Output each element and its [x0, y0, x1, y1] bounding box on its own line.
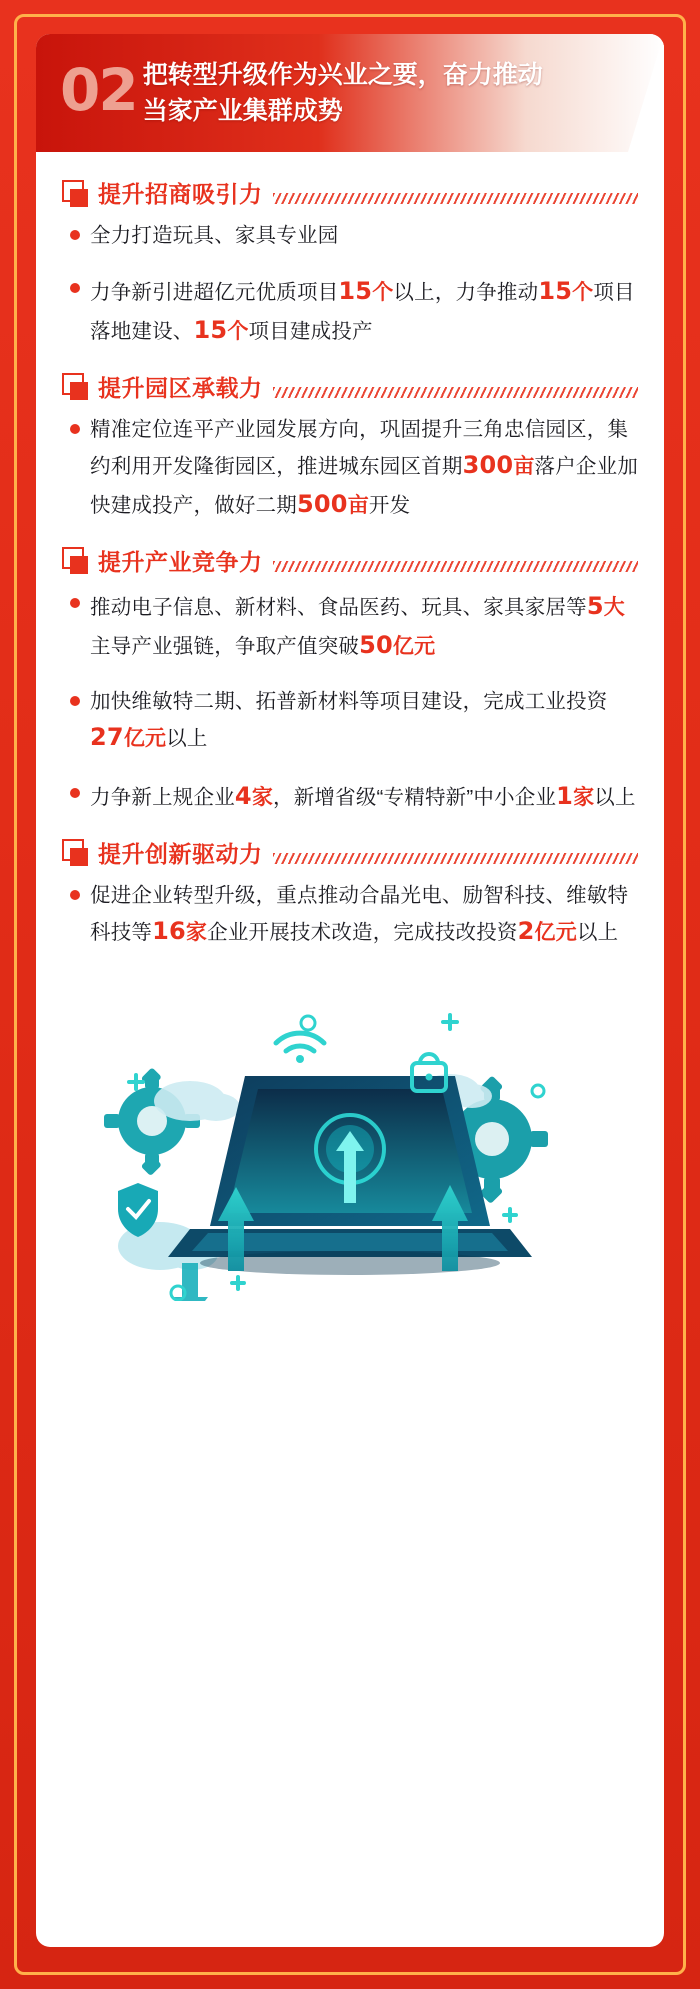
text-run: 促进企业转型升级，重点推动合晶光电、励智科技、维敏特科技等	[90, 883, 629, 944]
poster-header	[36, 34, 664, 152]
laptop-cloud-tech-illustration	[36, 971, 664, 1301]
dot-bullet-icon	[70, 230, 80, 240]
list-item	[70, 879, 638, 951]
list-item	[70, 777, 638, 816]
section-title: 提升招商吸引力	[98, 181, 263, 207]
list-item	[70, 272, 638, 350]
section-title: 提升产业竞争力	[98, 548, 263, 575]
text-run: 开发	[368, 494, 411, 518]
text-run: 企业开展技术改造，完成技改投资	[207, 920, 518, 944]
list-item-text	[90, 587, 638, 665]
text-run: 以上	[166, 726, 208, 750]
text-run: 落户企业加快建成投产，做好二期	[90, 455, 639, 518]
hatch-rule	[273, 387, 639, 398]
highlight-run: 27	[90, 722, 124, 751]
highlight-run: 5	[586, 591, 604, 620]
list-item	[70, 685, 638, 757]
text-run: ，新增省级“专精特新”中小企业	[273, 785, 557, 809]
text-run: 以上	[576, 920, 619, 944]
dot-bullet-icon	[70, 890, 80, 900]
section	[62, 370, 638, 524]
text-run: 以上，力争推动	[393, 281, 539, 305]
text-run: 推动电子信息、新材料、食品医药、玩具、家具家居等	[90, 595, 587, 619]
bullet-list	[62, 587, 638, 816]
bullet-list	[62, 879, 638, 951]
text-run: 主导产业强链，争取产值突破	[90, 634, 360, 658]
highlight-run: 家	[573, 785, 595, 809]
text-run: 项目落地建设、	[90, 281, 635, 344]
list-item-text	[90, 685, 638, 757]
section-number: 02	[60, 56, 137, 124]
list-item-text	[90, 219, 338, 252]
text-run: 加快维敏特二期、拓普新材料等项目建设，完成工业投资	[90, 689, 608, 713]
highlight-run: 1	[556, 781, 574, 810]
dot-bullet-icon	[70, 424, 80, 434]
section-title: 提升创新驱动力	[98, 840, 263, 867]
square-bullet-icon	[62, 180, 88, 206]
section	[62, 544, 638, 816]
highlight-run: 15	[193, 316, 228, 345]
highlight-run: 15	[338, 277, 373, 306]
list-item-text	[90, 413, 638, 524]
list-item-text	[90, 272, 638, 350]
list-item	[70, 413, 638, 524]
highlight-run: 家	[251, 785, 274, 809]
highlight-run: 16	[152, 916, 186, 945]
text-run: 力争新上规企业	[90, 785, 235, 809]
dot-bullet-icon	[70, 696, 80, 706]
square-bullet-icon	[62, 373, 88, 399]
section	[62, 176, 638, 350]
list-item-text	[90, 879, 638, 951]
highlight-run: 亿元	[123, 726, 167, 750]
content-body	[36, 152, 664, 951]
highlight-run: 个	[227, 320, 249, 344]
sections-container	[62, 176, 638, 951]
highlight-run: 大	[603, 595, 625, 619]
hatch-rule	[273, 193, 639, 204]
square-bullet-icon	[62, 547, 88, 573]
text-run: 项目建成投产	[248, 320, 373, 344]
section-heading	[62, 544, 638, 587]
arrow-down	[172, 1263, 208, 1301]
wifi-icon	[276, 1033, 324, 1063]
text-run: 以上	[594, 785, 636, 809]
text-run: 精准定位连平产业园发展方向，巩固提升三角忠信园区，集约利用开发隆街园区，推进城东园区首期	[90, 417, 629, 479]
highlight-run: 2	[517, 916, 535, 945]
section-title: 提升园区承载力	[98, 374, 263, 401]
bullet-list	[62, 219, 638, 350]
square-bullet-icon	[62, 839, 88, 865]
highlight-run: 家	[185, 920, 208, 944]
highlight-run: 亩	[347, 494, 369, 518]
highlight-run: 500	[297, 490, 348, 519]
hatch-rule	[273, 853, 639, 864]
highlight-run: 15	[538, 277, 573, 306]
list-item	[70, 587, 638, 665]
dot-bullet-icon	[70, 283, 80, 293]
section	[62, 836, 638, 951]
highlight-run: 300	[462, 451, 514, 480]
list-item	[70, 219, 638, 252]
hatch-rule	[273, 561, 639, 572]
text-run: 全力打造玩具、家具专业园	[90, 224, 339, 247]
highlight-run: 4	[234, 781, 252, 810]
highlight-run: 个	[372, 281, 394, 305]
section-heading	[62, 836, 638, 879]
section-heading	[62, 176, 638, 219]
text-run: 力争新引进超亿元优质项目	[90, 281, 339, 305]
dot-bullet-icon	[70, 788, 80, 798]
highlight-run: 亿元	[534, 920, 577, 944]
page-title: 把转型升级作为兴业之要，奋力推动当家产业集群成势	[142, 60, 543, 125]
poster-card	[36, 34, 664, 1947]
highlight-run: 50	[359, 630, 393, 659]
bullet-list	[62, 413, 638, 524]
highlight-run: 亩	[513, 455, 535, 479]
section-heading	[62, 370, 638, 413]
highlight-run: 亿元	[392, 634, 436, 658]
dot-bullet-icon	[70, 598, 80, 608]
highlight-run: 个	[572, 281, 594, 305]
list-item-text	[90, 777, 636, 816]
